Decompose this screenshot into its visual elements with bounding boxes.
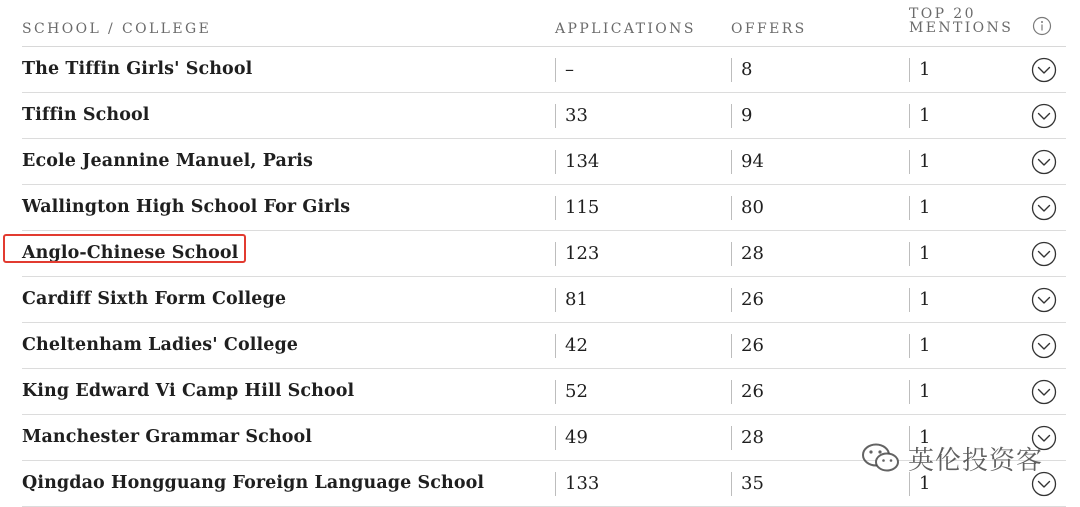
top20-value: 1 [919,335,931,356]
applications-value: – [565,59,574,80]
school-name: Cardiff Sixth Form College [22,289,287,309]
applications-value: 52 [565,381,588,402]
top20-value: 1 [919,473,931,494]
applications-value: 49 [565,427,588,448]
table-header [22,0,1066,47]
offers-value: 28 [741,243,764,264]
top20-value: 1 [919,427,931,448]
table-row[interactable] [22,139,1066,185]
table-row[interactable] [22,323,1066,369]
school-name: Cheltenham Ladies' College [22,335,299,355]
table-row[interactable] [22,369,1066,415]
top20-value: 1 [919,59,931,80]
table-row[interactable] [22,93,1066,139]
school-name: Tiffin School [22,105,150,125]
school-name: Anglo-Chinese School [22,243,239,263]
top20-value: 1 [919,151,931,172]
header-top20-line2: MENTIONS [909,20,1014,36]
offers-value: 26 [741,289,764,310]
expand-chevron-icon[interactable] [1031,333,1057,359]
applications-value: 115 [565,197,600,218]
watermark-text: 英伦投资客 [908,445,1044,476]
offers-value: 94 [741,151,764,172]
offers-value: 26 [741,335,764,356]
offers-value: 28 [741,427,764,448]
applications-value: 133 [565,473,600,494]
expand-chevron-icon[interactable] [1031,195,1057,221]
top20-value: 1 [919,289,931,310]
expand-chevron-icon[interactable] [1031,103,1057,129]
offers-value: 8 [741,59,753,80]
applications-value: 123 [565,243,600,264]
header-top20-line1: TOP 20 [909,6,976,22]
school-name: Qingdao Hongguang Foreign Language School [22,473,485,493]
table-row[interactable] [22,185,1066,231]
top20-value: 1 [919,381,931,402]
header-school[interactable]: SCHOOL / COLLEGE [22,21,212,37]
school-name: Wallington High School For Girls [22,197,351,217]
header-applications[interactable]: APPLICATIONS [555,21,696,37]
school-name: The Tiffin Girls' School [22,59,253,79]
applications-value: 42 [565,335,588,356]
expand-chevron-icon[interactable] [1031,149,1057,175]
offers-value: 35 [741,473,764,494]
header-top20-mentions[interactable] [909,7,1013,35]
info-circle-icon[interactable] [1032,16,1052,36]
offers-value: 9 [741,105,753,126]
school-name: King Edward Vi Camp Hill School [22,381,355,401]
applications-value: 81 [565,289,588,310]
expand-chevron-icon[interactable] [1031,379,1057,405]
highlight-annotation-box [3,234,246,263]
expand-chevron-icon[interactable] [1031,241,1057,267]
top20-value: 1 [919,197,931,218]
top20-value: 1 [919,243,931,264]
school-name: Manchester Grammar School [22,427,313,447]
applications-value: 33 [565,105,588,126]
table-row[interactable] [22,47,1066,93]
top20-value: 1 [919,105,931,126]
watermark [860,438,1043,478]
applications-value: 134 [565,151,600,172]
offers-value: 26 [741,381,764,402]
header-offers[interactable]: OFFERS [731,21,807,37]
offers-value: 80 [741,197,764,218]
expand-chevron-icon[interactable] [1031,287,1057,313]
school-name: Ecole Jeannine Manuel, Paris [22,151,314,171]
table-row[interactable] [22,277,1066,323]
expand-chevron-icon[interactable] [1031,57,1057,83]
wechat-icon [860,441,902,475]
